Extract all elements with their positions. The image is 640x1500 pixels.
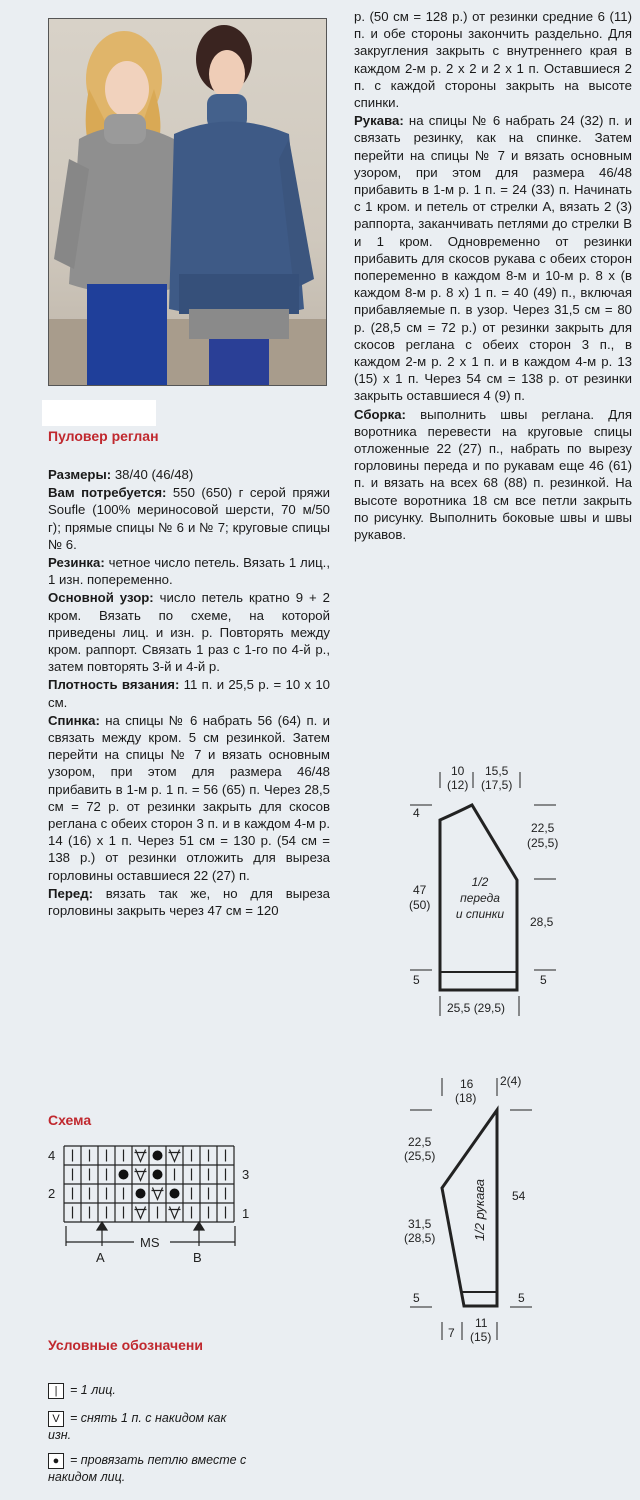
paragraph-front: Перед: вязать так же, но для выреза горловины закрыть через 47 см = 120: [48, 885, 330, 919]
svg-text:47: 47: [413, 883, 427, 897]
knit-together-mark: [170, 1189, 180, 1199]
sleeve-schematic: [390, 1070, 570, 1350]
schema-title: Схема: [48, 1112, 92, 1128]
paragraph-assembly: Сборка: выполнить швы реглана. Для воротника перевести на круговые спицы отложенные 22 (27) п., набрать по вырезу горловины переда и по рукавам еще 46 (61) п. и вязать на всех 68 (88) п. резинкой. На высоте воротника 18 см все петли закрыть по рисунку. Выполнить боковые швы и швы рукавов.: [354, 406, 632, 543]
knit-together-mark: [153, 1151, 163, 1161]
pattern-title: Пуловер реглан: [48, 428, 159, 444]
knit-together-mark: [136, 1189, 146, 1199]
svg-text:2: 2: [48, 1186, 56, 1201]
svg-text:4: 4: [413, 806, 420, 820]
svg-text:1/2: 1/2: [471, 875, 489, 889]
instructions-right-column: [354, 8, 632, 544]
svg-text:54: 54: [512, 1189, 526, 1203]
svg-text:(25,5): (25,5): [404, 1149, 436, 1163]
svg-text:5: 5: [518, 1291, 525, 1305]
paragraph-main-pattern: Основной узор: число петель кратно 9 + 2 кром. Вязать по схеме, на которой приведены лиц. и изн. р. Повторять между кром. раппорт. Связать 1 раз с 1-го по 4-й р., затем повторять 3-й и 4-й р.: [48, 590, 331, 675]
models-photo: [48, 18, 327, 386]
legend-item-slip: V = снять 1 п. с накидом как изн.: [48, 1411, 227, 1442]
svg-text:25,5 (29,5): 25,5 (29,5): [447, 1001, 506, 1015]
svg-text:A: A: [96, 1250, 105, 1265]
svg-text:5: 5: [413, 1291, 420, 1305]
knitting-chart: [40, 1138, 270, 1268]
svg-text:15,5: 15,5: [485, 764, 509, 778]
svg-text:(28,5): (28,5): [404, 1231, 436, 1245]
slip-stitch-icon: V: [48, 1411, 64, 1427]
paragraph-rib: Резинка: четное число петель. Вязать 1 лиц., 1 изн. попеременно.: [48, 555, 330, 588]
svg-text:7: 7: [448, 1326, 455, 1340]
svg-text:3: 3: [242, 1167, 250, 1182]
svg-text:1: 1: [242, 1206, 250, 1221]
svg-text:11: 11: [475, 1316, 488, 1330]
svg-text:2(4): 2(4): [500, 1074, 522, 1088]
body-schematic: [390, 760, 570, 1030]
slip-stitch-mark: [135, 1169, 147, 1181]
knit-together-icon: ●: [48, 1453, 64, 1469]
svg-text:16: 16: [460, 1077, 474, 1091]
instructions-left-column: [48, 466, 330, 920]
paragraph-sizes: Размеры: 38/40 (46/48): [48, 467, 194, 482]
svg-text:5: 5: [413, 973, 420, 987]
svg-text:(25,5): (25,5): [527, 836, 559, 850]
svg-text:MS: MS: [140, 1235, 160, 1250]
paragraph-front-continued: р. (50 см = 128 р.) от резинки средние 6 (11) п. и обе стороны закончить раздельно. Для закругления закрыть с внутреннего края в каждом 2-м р. 2 х 2 и 2 х 1 п. Оставшиеся 2 п. с каждой стороны закрыть на высоте спинки.: [354, 9, 632, 111]
paragraph-sleeves: Рукава: на спицы № 6 набрать 24 (32) п. и связать резинку, как на спинке. Затем перейти на спицы № 7 и вязать основным узором, при этом для размера 46/48 прибавить в 1-м р. 1 п. = 24 (33) п. Начинать с 1 кром. и петель от стрелки А, вязать 2 (3) раппорта, заканчивать петлями до стрелки В и 1 кром. Одновременно от резинки прибавить для скосов рукава с обеих сторон попеременно в каждом 8-м и 10-м р. 8 х (в каждом 8-м р. 8 х) 1 п. = 40 (49) п., включая прибавляемые п. в узор. Через 31,5 см = 80 р. (28,5 см = 72 р.) от резинки закрыть для скосов реглана с обеих сторон 3 п., в каждом 2-м р. 2 х 1 п. и в каждом 4-м р. 13 (15) х 1 п. Через 54 см = 138 р. от резинки закрыть оставшиеся 4 (9) п.: [354, 113, 632, 404]
slip-stitch-mark: [135, 1150, 147, 1162]
legend-item-knit: | = 1 лиц.: [48, 1382, 116, 1399]
svg-text:1/2 рукава: 1/2 рукава: [472, 1178, 487, 1242]
svg-text:(15): (15): [470, 1330, 492, 1344]
svg-text:4: 4: [48, 1148, 56, 1163]
slip-stitch-mark: [152, 1188, 164, 1200]
blank-label: [42, 400, 156, 426]
legend-title: Условные обозначени: [48, 1337, 203, 1353]
photo-illustration: [49, 19, 326, 385]
svg-text:и спинки: и спинки: [455, 907, 505, 921]
slip-stitch-mark: [169, 1150, 181, 1162]
knit-together-mark: [119, 1170, 129, 1180]
svg-text:10: 10: [451, 764, 465, 778]
svg-text:B: B: [193, 1250, 202, 1265]
paragraph-gauge: Плотность вязания: 11 п. и 25,5 р. = 10 х 10 см.: [48, 677, 330, 710]
svg-text:переда: переда: [460, 891, 500, 905]
svg-text:(18): (18): [455, 1091, 477, 1105]
paragraph-materials: Вам потребуется: 550 (650) г серой пряжи Soufle (100% мериносовой шерсти, 70 м/50 г); прямые спицы № 6 и № 7; круговые спицы № 6.: [48, 485, 331, 552]
svg-text:(12): (12): [447, 778, 469, 792]
svg-text:22,5: 22,5: [408, 1135, 432, 1149]
svg-text:(50): (50): [409, 898, 431, 912]
svg-text:22,5: 22,5: [531, 821, 555, 835]
svg-text:28,5: 28,5: [530, 915, 554, 929]
legend-item-knit-together: ● = провязать петлю вместе с накидом лиц.: [48, 1453, 247, 1484]
svg-text:(17,5): (17,5): [481, 778, 513, 792]
svg-text:5: 5: [540, 973, 547, 987]
slip-stitch-mark: [135, 1207, 147, 1219]
svg-text:31,5: 31,5: [408, 1217, 432, 1231]
slip-stitch-mark: [169, 1207, 181, 1219]
paragraph-back: Спинка: на спицы № 6 набрать 56 (64) п. и связать между кром. 5 см резинкой. Затем перейти на спицы № 7 и вязать основным узором, при этом для размера 46/48 прибавить в 1-м р. 1 п. = 56 (65) п. Через 28,5 см = 72 р. от резинки закрыть для скосов реглана с обеих сторон 3 п. и в каждом 4-м р. 14 (16) х 1 п. Через 51 см = 130 р. (54 см = 138 р.) от резинки отложить для выреза горловины оставшиеся 22 (27) п.: [48, 712, 330, 883]
knit-stitch-icon: |: [48, 1383, 64, 1399]
knit-together-mark: [153, 1170, 163, 1180]
